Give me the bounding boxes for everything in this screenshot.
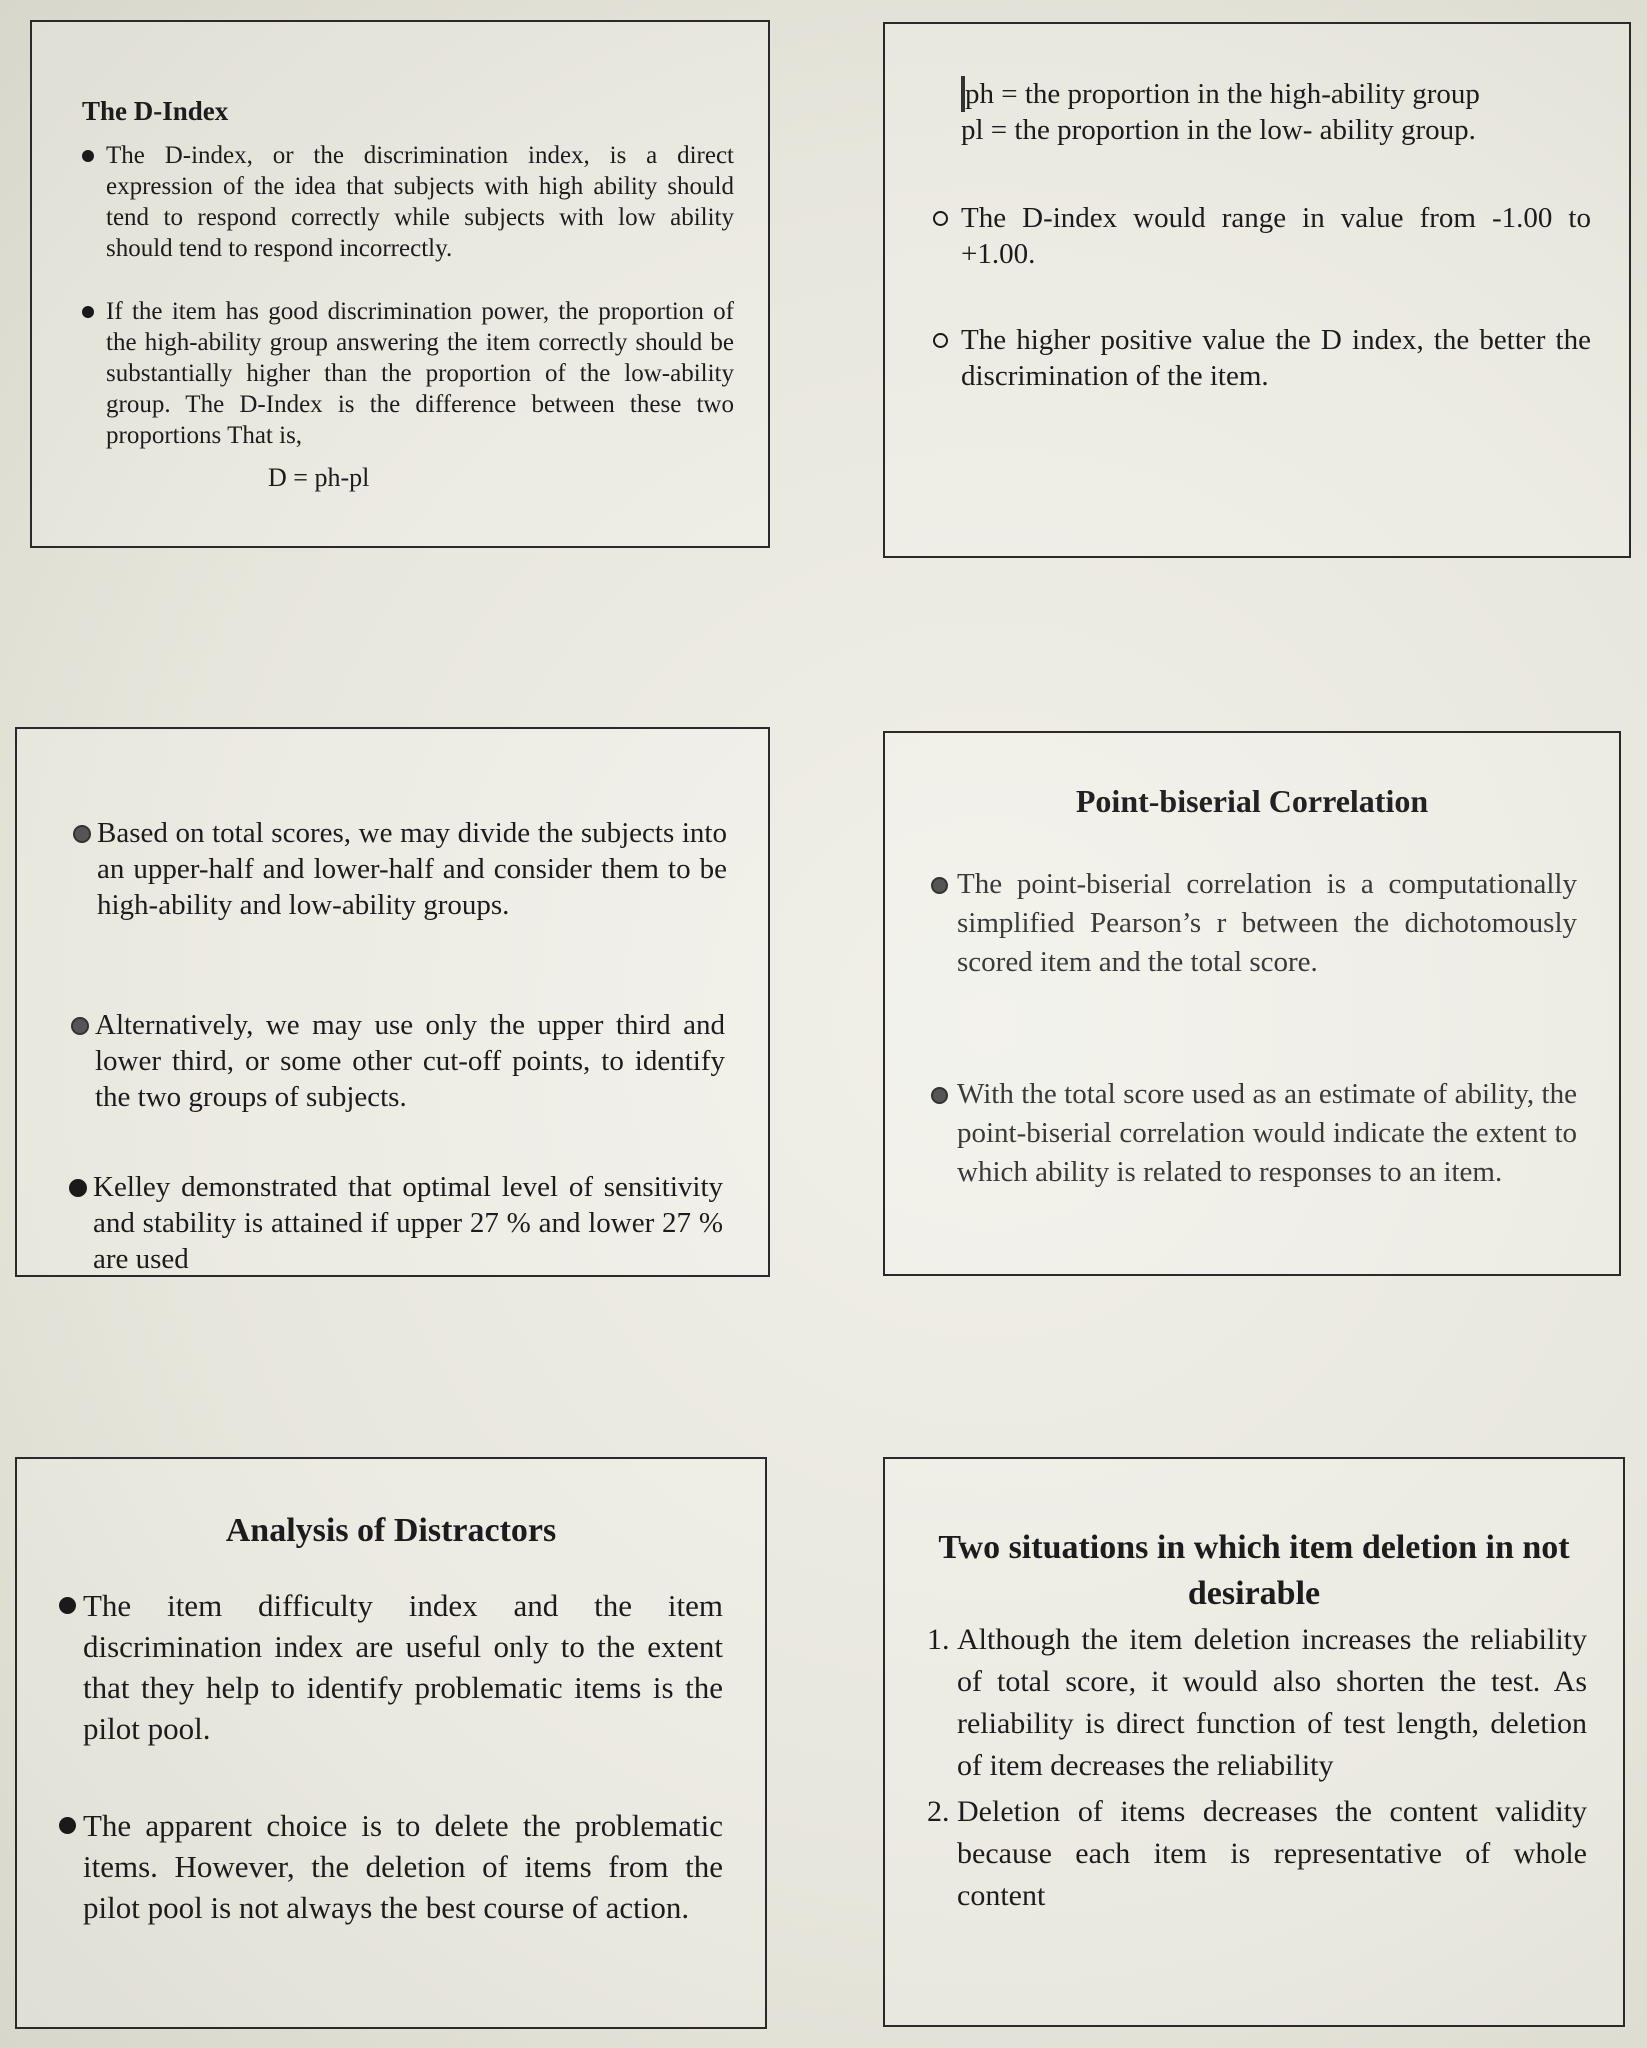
bullet-dot-icon <box>69 1179 87 1197</box>
bullet-dot-icon <box>931 1087 948 1104</box>
bullet-text: Based on total scores, we may divide the subjects into an upper-half and lower-half and consider them to be high-ability and low-ability groups. <box>97 817 727 921</box>
bullet-item <box>106 296 734 451</box>
bullet-text: The D-index, or the discrimination index, is a direct expression of the idea that subjects with high ability should tend to respond correctly while subjects with low ability should tend to respond incorrectly. <box>106 142 734 262</box>
slide-proportions <box>883 22 1631 558</box>
numbered-list <box>927 1619 1587 1917</box>
slide-title: The D-Index <box>82 96 229 126</box>
bullet-item <box>93 1169 723 1277</box>
list-number: 2. <box>927 1795 950 1828</box>
bullet-text: Alternatively, we may use only the upper third and lower third, or some other cut-off points, to identify the two groups of subjects. <box>95 1009 725 1113</box>
bullet-item <box>83 1585 723 1749</box>
bullet-text: The item difficulty index and the item discrimination index are useful only to the extent that they help to identify problematic items is the pilot pool. <box>83 1588 723 1746</box>
bullet-dot-icon <box>82 150 94 162</box>
bullet-item <box>83 1805 723 1928</box>
bullet-text: The apparent choice is to delete the problematic items. However, the deletion of items from the pilot pool is not always the best course of action. <box>83 1808 723 1925</box>
bullet-circle-icon <box>933 333 948 348</box>
bullet-circle-icon <box>933 211 948 226</box>
bullet-text: The higher positive value the D index, the better the discrimination of the item. <box>961 324 1591 392</box>
bullet-text: The D-index would range in value from -1.00 to +1.00. <box>961 202 1591 270</box>
list-item <box>927 1791 1587 1917</box>
slide-ability-groups <box>15 727 770 1277</box>
bullet-item <box>957 865 1577 982</box>
bullet-item <box>97 815 727 923</box>
bullet-item <box>957 1075 1577 1192</box>
slide-point-biserial <box>883 731 1621 1276</box>
slide-item-deletion <box>883 1457 1625 2027</box>
bullet-dot-icon <box>59 1597 76 1614</box>
bullet-item <box>961 200 1591 272</box>
formula: D = ph-pl <box>268 463 370 492</box>
bullet-dot-icon <box>82 306 94 318</box>
definition-text: ph = the proportion in the high-ability group <box>965 78 1480 110</box>
bullet-dot-icon <box>931 877 948 894</box>
bullet-dot-icon <box>71 1017 89 1035</box>
bullet-item <box>961 322 1591 394</box>
bullet-text: Kelley demonstrated that optimal level of sensitivity and stability is attained if upper 27 % and lower 27 % are used <box>93 1171 723 1275</box>
slide-d-index <box>30 20 770 548</box>
bullet-item <box>95 1007 725 1115</box>
definition-text: pl = the proportion in the low- ability group. <box>961 114 1476 146</box>
list-text: Although the item deletion increases the reliability of total score, it would also shorten the test. As reliability is direct function of test length, deletion of item decreases the reliability <box>957 1623 1587 1782</box>
slide-title: Analysis of Distractors <box>225 1512 557 1549</box>
bullet-text: With the total score used as an estimate of ability, the point-biserial correlation would indicate the extent to which ability is related to responses to an item. <box>957 1078 1577 1188</box>
bullet-text: The point-biserial correlation is a computationally simplified Pearson’s r between the dichotomously scored item and the total score. <box>957 868 1577 978</box>
definition-pl <box>961 112 1480 148</box>
list-item <box>927 1619 1587 1787</box>
bullet-text: If the item has good discrimination power, the proportion of the high-ability group answering the item correctly should be substantially higher than the proportion of the low-ability group. The D-Index is the difference between these two proportions That is, <box>106 298 734 449</box>
definitions <box>961 76 1480 148</box>
list-number: 1. <box>927 1623 950 1656</box>
list-text: Deletion of items decreases the content validity because each item is representative of whole content <box>957 1795 1587 1912</box>
bullet-item <box>106 140 734 264</box>
slide-title: Point-biserial Correlation <box>1075 783 1429 819</box>
slide-title: Two situations in which item deletion in not desirable <box>938 1529 1570 1612</box>
slide-distractors <box>15 1457 767 2029</box>
definition-ph <box>961 76 1480 112</box>
bullet-dot-icon <box>59 1817 76 1834</box>
bullet-dot-icon <box>73 825 91 843</box>
